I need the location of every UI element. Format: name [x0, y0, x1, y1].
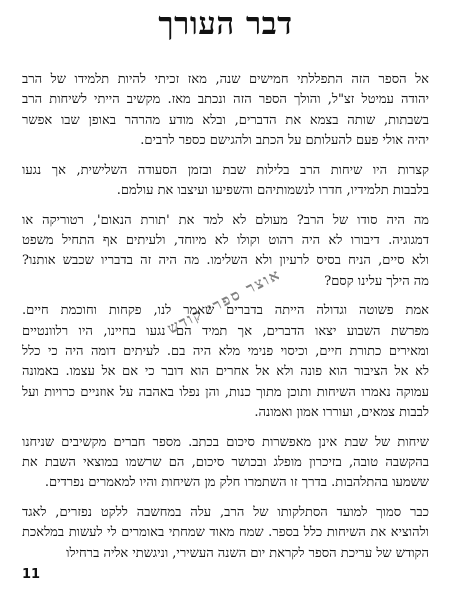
page-number: 11 [22, 567, 41, 582]
text-line: עמוקה נאמרו השיחות ותוכן מתוך כנות, והן נפלו באהבה על אוזניים כרויות ועל [22, 384, 429, 400]
text-line: שיחות של שבת אינן מאפשרות סיכום בכתב. מספר חברים מקשיבים שניחנו [22, 434, 429, 450]
body-text [22, 70, 429, 564]
text-line: ומאירים כתורת חיים, וכיסוי פנימי מלא היה בם. לעיתים דומה היה כי כלל [22, 344, 429, 360]
page-title: דבר העורך [158, 6, 293, 42]
text-line: מה הילך עלינו קסם? [324, 273, 429, 289]
paragraph [22, 211, 429, 292]
text-line: בהקשבה טובה, בזיכרון מופלג ובכושר סיכום, הם שרשמו במוצאי השבת את [22, 455, 429, 471]
text-line: יהודה עמיטל זצ"ל, והולך הספר הזה ונכתב מאז. מקשיב הייתי לשיחות הרב [22, 92, 429, 108]
text-line: אל הספר הזה התפללתי חמישים שנה, מאז זכיתי להיות תלמידו של הרב [22, 72, 429, 87]
text-line: יהיה אולי פעם להעלותם על הכתב ולהגישם כספר לרבים. [140, 132, 429, 148]
text-line: הקודש של עריכת הספר לקראת יום השנה העשירי, וניגשתי אליה ברחילו [66, 545, 429, 561]
paragraph [22, 301, 429, 423]
text-line: ולהוציא את השיחות כלל בספר. שמח מאוד שמחתי באומרים לי לעשות במלאכת [22, 525, 429, 541]
text-line: לבבות צמאים, ועוררו אמון ואמונה. [254, 404, 429, 420]
library-stamp: אוצר ספרי קודש [164, 264, 284, 338]
text-line: אמת פשוטה וגדולה הייתה בדברים שאמר לנו, פקחות וחוכמת חיים. [22, 303, 429, 319]
text-line: בלבבות תלמידיו, חדרו לנשמותיהם והשפיעו ועיצבו את עולמם. [116, 182, 429, 198]
paragraph [22, 433, 429, 494]
text-line: מפרשת השבוע יצאו הדברים, אך תמיד הם נגעו בחיינו, היו רלוונטיים [22, 323, 429, 339]
paragraph [22, 70, 429, 151]
text-line: ששמעו בהתלהבות. בדרך זו השתמרו חלק מן השיחות והיו למאמרים נפרדים. [44, 475, 429, 491]
text-line: בשבתות, שותה בצמא את הדברים, ובלא מודע מהרהר באופן שבו אפשר [22, 112, 429, 128]
paragraph [22, 161, 429, 202]
text-line: כבר סמוך למועד הסתלקותו של הרב, עלה במחשבה ללקט נפזרים, לאגד [22, 505, 429, 521]
text-line: ולא סיים, הניח בסיס לרעיון ולא השלימו. מה היה זה בדבריו שכבש אותנו? [22, 253, 429, 269]
paragraph [22, 503, 429, 564]
text-line: קצרות היו שיחות הרב בלילות שבת ובזמן הסעודה השלישית, אך נגעו [22, 162, 429, 178]
text-line: מה היה סודו של הרב? מעולם לא למד את 'תורת הנאום', רטוריקה או [22, 212, 429, 228]
text-line: דמגוגיה. דיבורו לא היה רהוט וקולו לא מיוחד, ולעיתים אף התחיל משפט [22, 233, 429, 249]
text-line: לא אל הציבור הוא פונה ולא אל אחרים הוא דובר כי אם אל עצמו. באמונה [22, 364, 429, 380]
